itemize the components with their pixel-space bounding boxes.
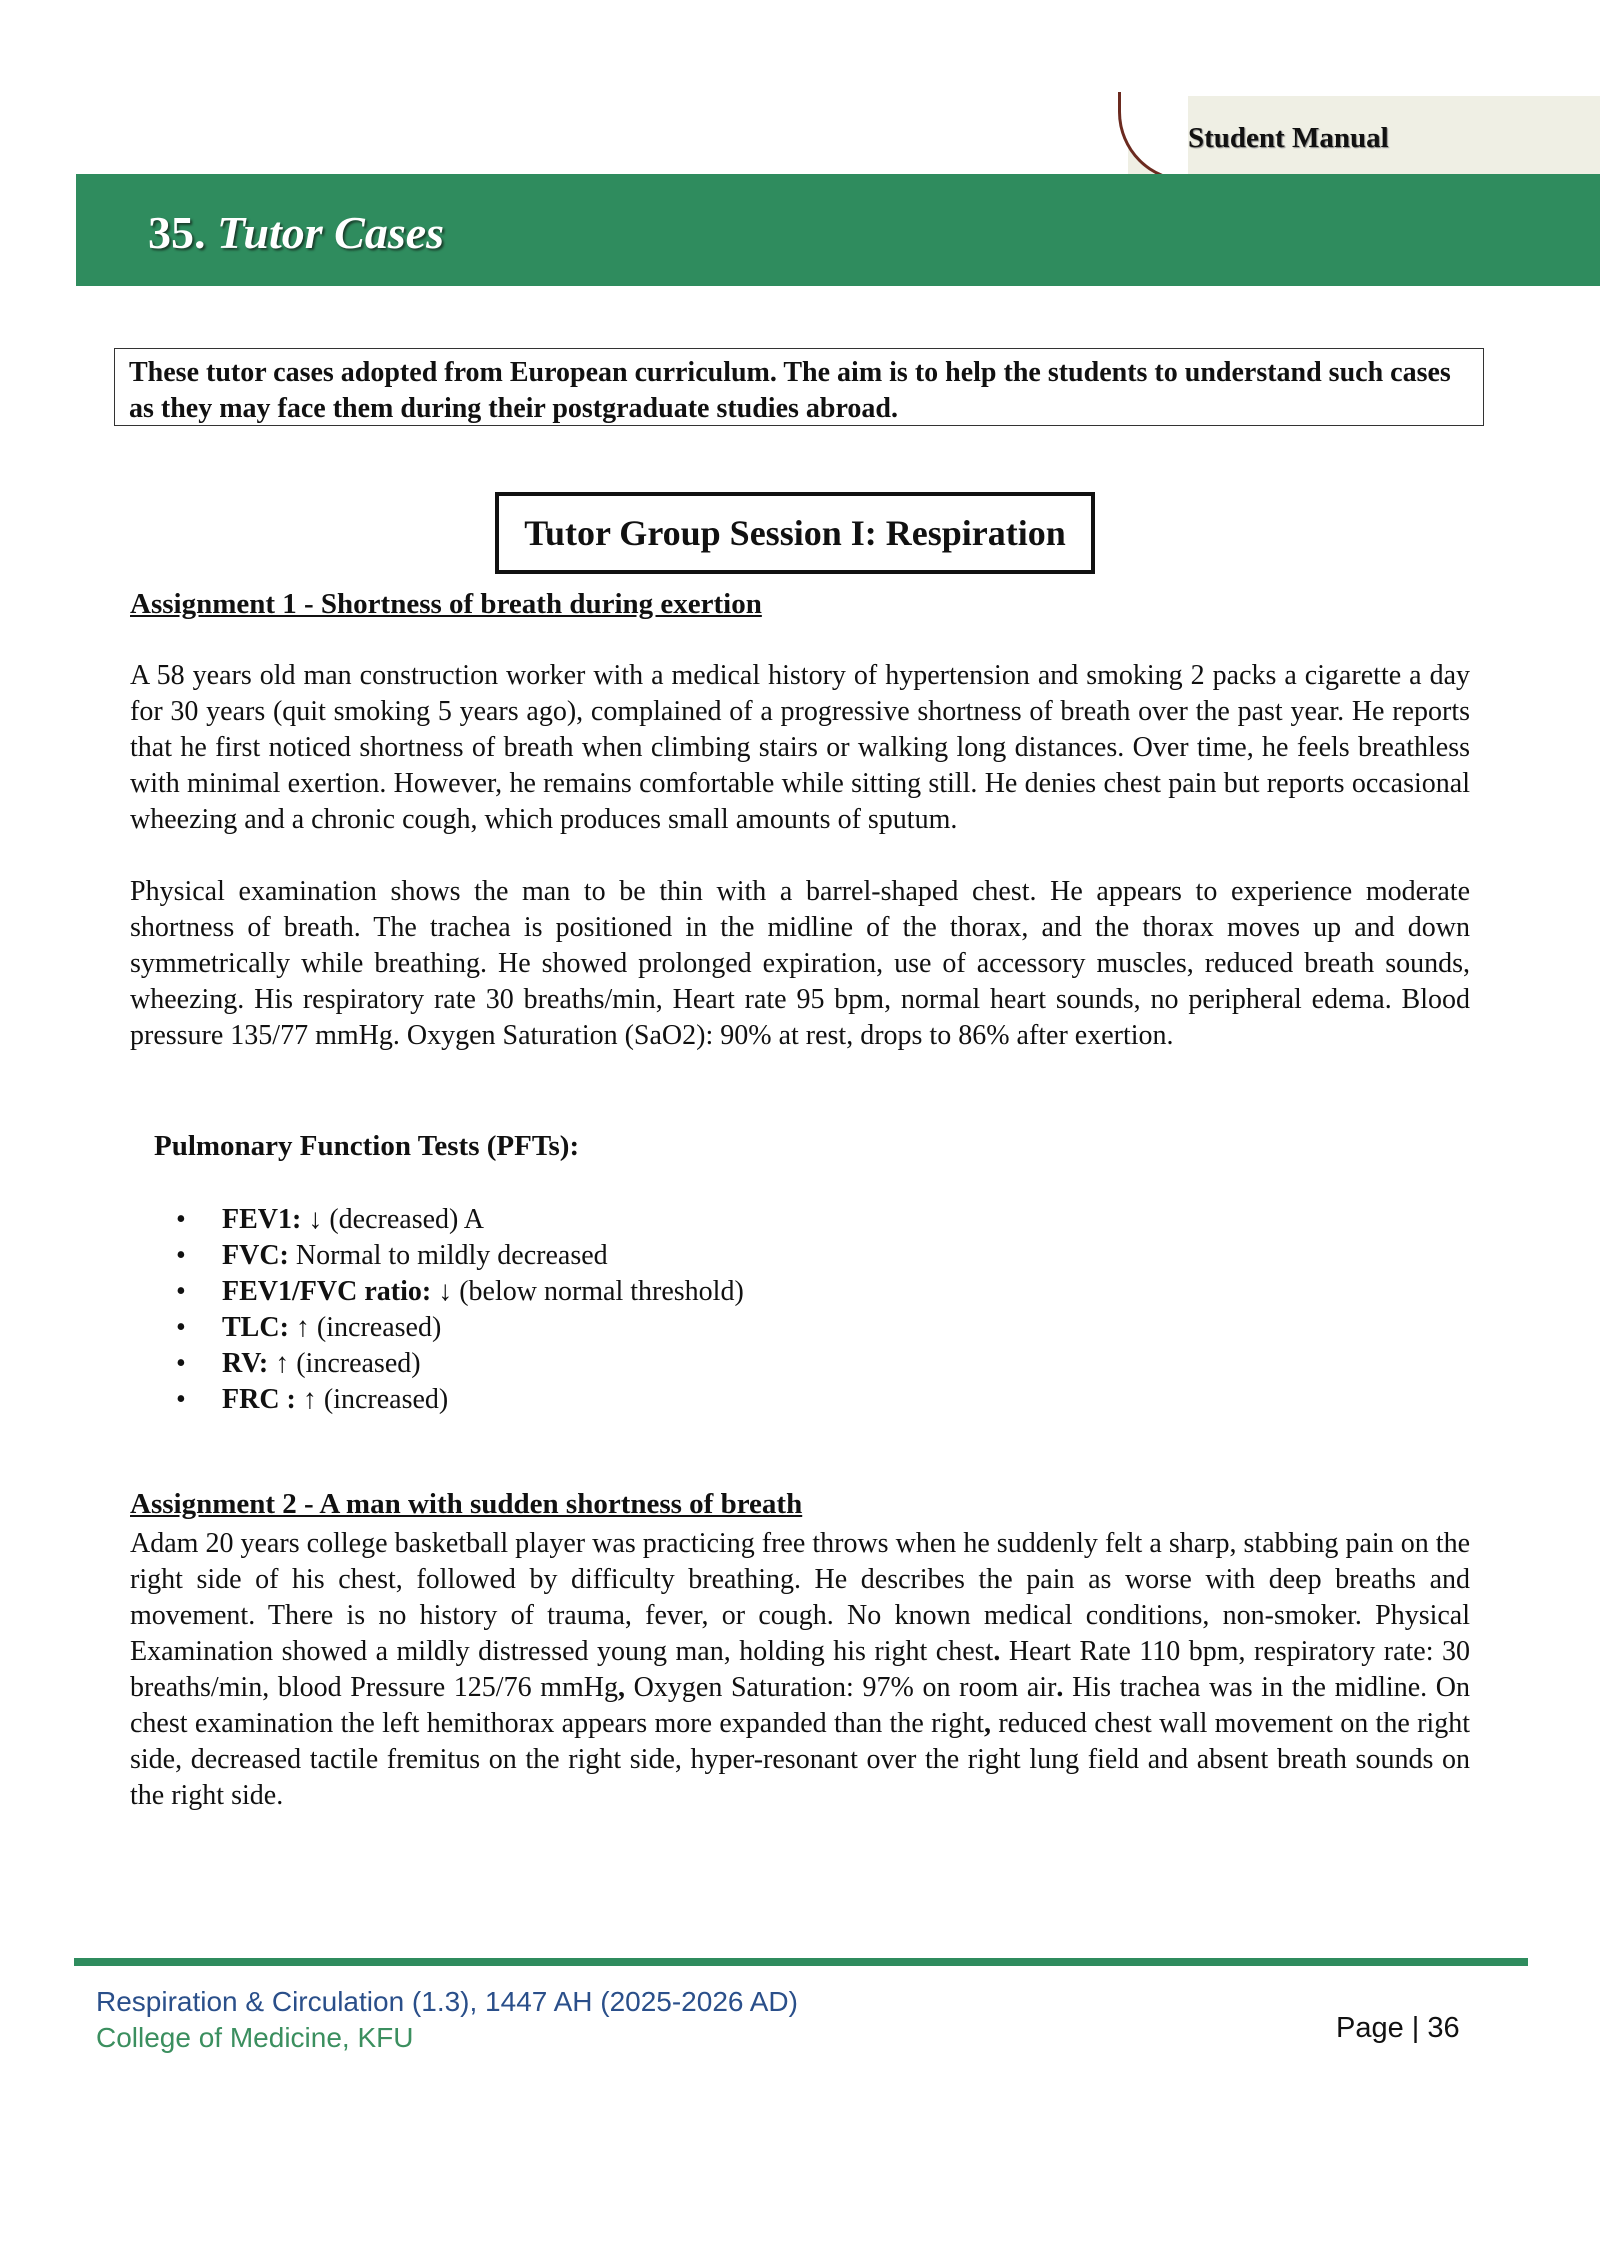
list-item: • FEV1/FVC ratio: ↓ (below normal threshold) (176, 1274, 744, 1310)
assignment1-para1: A 58 years old man construction worker with a medical history of hypertension and smoking 2 packs a cigarette a day for 30 years (quit smoking 5 years ago), complained of a progressive shortness of breath over the past year. He reports that he first noticed shortness of breath when climbing stairs or walking long distances. Over time, he feels breathless with minimal exertion. However, he remains comfortable while sitting still. He denies chest pain but reports occasional wheezing and a chronic cough, which produces small amounts of sputum. (130, 660, 1470, 835)
pft-list (176, 1202, 744, 1418)
section-title (148, 206, 444, 259)
list-item: • FVC: Normal to mildly decreased (176, 1238, 744, 1274)
page-number: Page | 36 (1336, 2012, 1460, 2044)
assignment1-para2: Physical examination shows the man to be thin with a barrel-shaped chest. He appears to experience moderate shortness of breath. The trachea is positioned in the midline of the thorax, and the thorax moves up and down symmetrically while breathing. He showed prolonged expiration, use of accessory muscles, reduced breath sounds, wheezing. His respiratory rate 30 breaths/min, Heart rate 95 bpm, normal heart sounds, no peripheral edema. Blood pressure 135/77 mmHg. Oxygen Saturation (SaO2): 90% at rest, drops to 86% after exertion. (130, 876, 1470, 1051)
pft-title: Pulmonary Function Tests (PFTs): (154, 1130, 580, 1162)
intro-box: These tutor cases adopted from European curriculum. The aim is to help the students to understand such cases as they may face them during their postgraduate studies abroad. (114, 348, 1484, 426)
assignment2-heading: Assignment 2 - A man with sudden shortness of breath (130, 1488, 803, 1520)
footer-divider (74, 1958, 1528, 1966)
session-title: Tutor Group Session I: Respiration (495, 492, 1095, 574)
list-item: • FEV1: ↓ (decreased) A (176, 1202, 744, 1238)
assignment1-heading: Assignment 1 - Shortness of breath during exertion (130, 588, 762, 620)
manual-label: Student Manual (1188, 122, 1389, 154)
list-item: • TLC: ↑ (increased) (176, 1310, 744, 1346)
assignment2-para: Adam 20 years college basketball player was practicing free throws when he suddenly felt a sharp, stabbing pain on the right side of his chest, followed by difficulty breathing. He describes the pain as worse with deep breaths and movement. There is no history of trauma, fever, or cough. No known medical conditions, non-smoker. Physical Examination showed a mildly distressed young man, holding his right chest. Heart Rate 110 bpm, respiratory rate: 30 breaths/min, blood Pressure 125/76 mmHg, Oxygen Saturation: 97% on room air. His trachea was in the midline. On chest examination the left hemithorax appears more expanded than the right, reduced chest wall movement on the right side, decreased tactile fremitus on the right side, hyper-resonant over the right lung field and absent breath sounds on the right side. (130, 1528, 1470, 1811)
footer-college: College of Medicine, KFU (96, 2022, 414, 2053)
section-number: 35. (148, 207, 206, 258)
section-title-text: Tutor Cases (217, 207, 445, 258)
footer-course: Respiration & Circulation (1.3), 1447 AH (2025-2026 AD) (96, 1986, 798, 2017)
list-item: • RV: ↑ (increased) (176, 1346, 744, 1382)
list-item: • FRC : ↑ (increased) (176, 1382, 744, 1418)
